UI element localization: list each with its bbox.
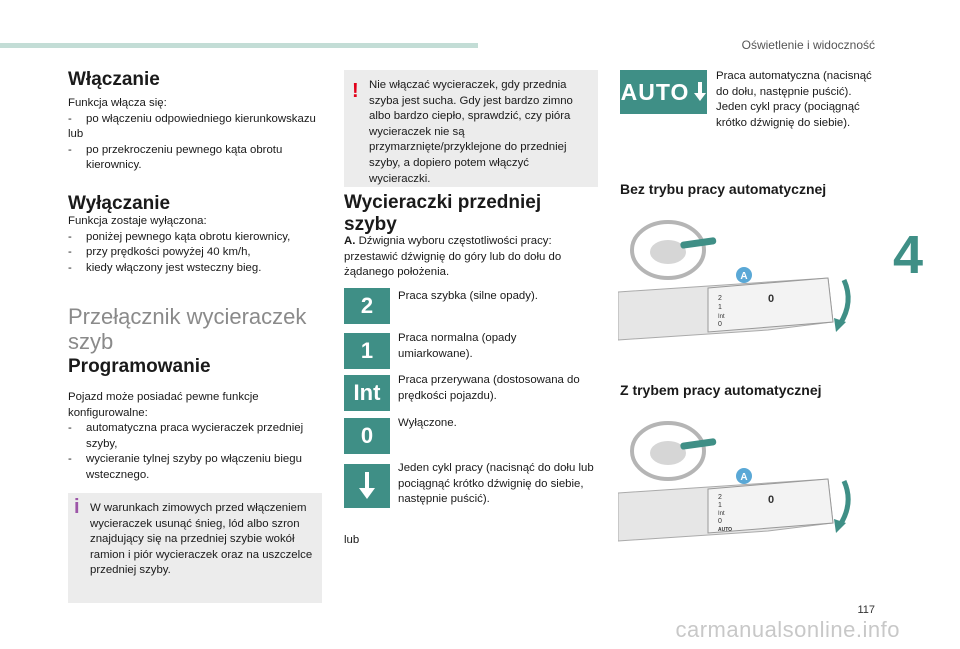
arrow-down-icon <box>357 472 377 500</box>
single-wipe-arrow-icon <box>344 464 390 508</box>
lever-pos-int: Int <box>718 511 725 517</box>
intermittent-text: Praca przerywana (dostosowana do prędkości pojazdu). <box>398 374 580 402</box>
auto-text-2: Jeden cykl pracy (pociągnąć krótko dźwignię do siebie). <box>716 101 860 129</box>
callout-label: A. <box>344 235 356 247</box>
lever-pos-1: 1 <box>718 502 722 509</box>
lever-pos-2: 2 <box>718 494 722 501</box>
watermark: carmanualsonline.info <box>675 617 900 642</box>
heading-with-auto: Z trybem pracy automatycznej <box>620 382 822 398</box>
info-icon: i <box>74 496 80 518</box>
bullet-item: - przy prędkości powyżej 40 km/h, <box>68 245 328 261</box>
bullet-item: - po przekroczeniu pewnego kąta obrotu kierownicy. <box>68 143 318 174</box>
header-rule <box>0 43 478 48</box>
lever-pos-2: 2 <box>718 295 722 302</box>
page-number: 117 <box>857 604 875 616</box>
bullet-item: - kiedy włączony jest wsteczny bieg. <box>68 261 328 277</box>
auto-description <box>716 69 886 131</box>
chapter-number: 4 <box>893 225 924 285</box>
single-wipe-text: Jeden cykl pracy (nacisnąć do dołu lub pociągnąć krótko dźwignię do siebie, następnie puścić). <box>398 462 594 506</box>
heading-without-auto: Bez trybu pracy automatycznej <box>620 181 827 197</box>
heading-wylaczanie: Wyłączanie <box>68 193 171 214</box>
intermittent-icon: Int <box>344 375 390 411</box>
lub-text: lub <box>344 534 360 546</box>
bullet-item: - automatyczna praca wycieraczek przedniej szyby, <box>68 421 324 452</box>
speed-2-text: Praca szybka (silne opady). <box>398 290 538 302</box>
warning-icon: ! <box>352 80 359 102</box>
wylaczanie-body <box>68 214 328 276</box>
lever-pos-int: Int <box>718 314 725 320</box>
arrow-down-icon <box>694 82 706 102</box>
warning-box <box>344 70 598 187</box>
heading-wlaczanie: Włączanie <box>68 69 160 90</box>
warning-text: Nie włączać wycieraczek, gdy przednia szyba jest sucha. Gdy jest bardzo zimno albo bardzo ciepło, sprawdzić, czy pióra wycieraczek nie są przymarznięte/przyklejone do przedniej szyby, a dopiero potem włączyć wycieraczki. <box>369 79 573 185</box>
steering-wheel-icon <box>632 423 717 479</box>
bullet-item: - poniżej pewnego kąta obrotu kierownicy, <box>68 230 328 246</box>
lever-pos-1: 1 <box>718 304 722 311</box>
off-text: Wyłączone. <box>398 417 457 429</box>
callout-a-label: A <box>740 472 748 483</box>
info-text: W warunkach zimowych przed włączeniem wycieraczek usunąć śnieg, lód albo szron znajdujący się na przedniej szybie wokół ramion i piór wycieraczek oraz na uszczelce przedniej szyby. <box>90 502 313 577</box>
lever-wash-label: 0 <box>768 293 775 305</box>
bullet-item: - wycieranie tylnej szyby po włączeniu biegu wstecznego. <box>68 452 324 483</box>
auto-icon <box>620 70 707 114</box>
lever-pos-0: 0 <box>718 321 722 328</box>
text-line: lub <box>68 128 84 141</box>
lever-wash-label: 0 <box>768 494 775 506</box>
callout-a-label: A <box>740 271 748 282</box>
rotation-arrow-icon <box>840 280 848 324</box>
wiper-lever-auto-illustration <box>618 413 858 553</box>
lever-intro <box>344 234 594 281</box>
section-title-wycieraczki: Przełącznik wycieraczek szyb <box>68 304 307 354</box>
steering-wheel-icon <box>632 222 717 278</box>
rotation-arrow-icon <box>840 481 848 525</box>
off-icon: 0 <box>344 418 390 454</box>
bullet-item: - po włączeniu odpowiedniego kierunkowskazu <box>68 112 318 128</box>
chapter-title: Oświetlenie i widoczność <box>741 38 875 52</box>
text-line: Pojazd może posiadać pewne funkcje konfigurowalne: <box>68 391 259 419</box>
text-line: Funkcja zostaje wyłączona: <box>68 215 207 227</box>
wiper-lever-illustration <box>618 212 858 352</box>
programowanie-body <box>68 390 324 484</box>
text-line: Funkcja włącza się: <box>68 97 167 109</box>
auto-text: Praca automatyczna (nacisnąć do dołu, następnie puścić). <box>716 70 872 98</box>
info-box <box>68 493 322 603</box>
heading-wycieraczki-przedniej: Wycieraczki przedniej szyby <box>344 192 542 235</box>
speed-1-text: Praca normalna (opady umiarkowane). <box>398 332 517 360</box>
speed-1-icon: 1 <box>344 333 390 369</box>
lever-pos-0: 0 <box>718 518 722 525</box>
intro-text: Dźwignia wyboru częstotliwości pracy: przestawić dźwignię do góry lub do dołu do żądanego położenia. <box>344 235 562 279</box>
wlaczanie-body <box>68 96 318 174</box>
auto-label: AUTO <box>620 78 690 105</box>
speed-2-icon: 2 <box>344 288 390 324</box>
heading-programowanie: Programowanie <box>68 356 211 377</box>
lever-pos-auto: AUTO <box>718 527 733 533</box>
